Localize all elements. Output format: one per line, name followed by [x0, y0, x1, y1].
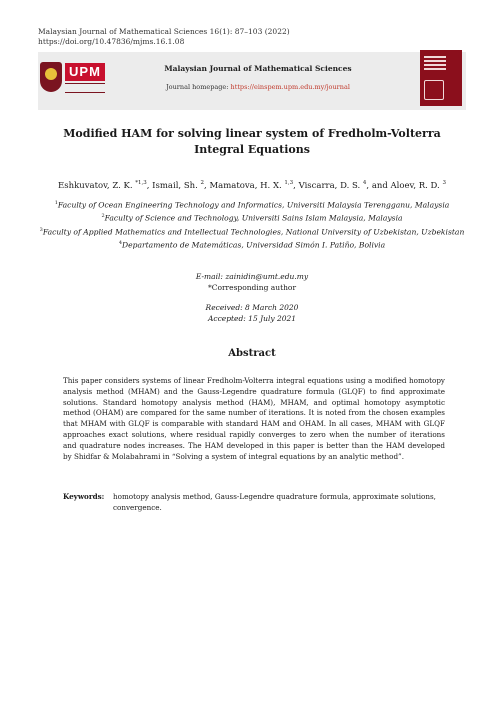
journal-title: Malaysian Journal of Mathematical Sciences: [164, 64, 352, 73]
affiliation-text: Faculty of Applied Mathematics and Intellectual Technologies, National University of Uzbekistan, Uzbekistan: [42, 227, 465, 237]
journal-cover-image: [420, 50, 462, 106]
affiliation-item: [38, 198, 466, 211]
journal-info: [38, 27, 290, 47]
author-name: Aloev, R. D.: [390, 180, 440, 191]
homepage-link[interactable]: https://einspem.upm.edu.my/journal: [230, 83, 350, 91]
author-affil-mark: 2: [200, 180, 205, 186]
accepted-date: Accepted: 15 July 2021: [207, 314, 297, 323]
received-date: Received: 8 March 2020: [205, 303, 299, 312]
journal-header: [38, 52, 466, 110]
affiliation-number: 3: [39, 226, 43, 233]
keywords-text: homotopy analysis method, Gauss-Legendre quadrature formula, approximate solutions, convergence.: [113, 492, 436, 512]
affiliation-number: 1: [54, 200, 58, 206]
logo-underline: [65, 83, 105, 93]
contact-info: [38, 271, 466, 293]
affiliation-number: 2: [101, 213, 105, 220]
author-name: Mamatova, H. X.: [209, 180, 282, 191]
abstract-heading: Abstract: [228, 348, 276, 359]
article-dates: [38, 302, 466, 324]
affiliations: [38, 198, 466, 251]
author-sep: ,: [146, 180, 153, 191]
doi-link[interactable]: https://doi.org/10.47836/mjms.16.1.08: [38, 37, 185, 46]
author-name: Viscarra, D. S.: [298, 180, 361, 191]
affiliation-item: [38, 238, 466, 251]
author-sep: ,: [293, 180, 299, 191]
author-affil-mark: 1,3: [284, 180, 294, 186]
author-sep: ,: [204, 180, 210, 191]
author-name: Eshkuvatov, Z. K.: [58, 180, 133, 191]
affiliation-text: Faculty of Science and Technology, Universiti Sains Islam Malaysia, Malaysia: [104, 213, 403, 223]
affiliation-item: [38, 211, 466, 224]
upm-logo: [38, 58, 118, 102]
author-name: Ismail, Sh.: [152, 180, 198, 191]
keywords-label: Keywords:: [63, 492, 105, 501]
journal-citation: Malaysian Journal of Mathematical Sciences 16(1): 87–103 (2022): [38, 27, 290, 36]
crest-icon: [40, 62, 62, 92]
journal-homepage: [138, 83, 378, 91]
author-list: [40, 177, 464, 192]
homepage-label: Journal homepage:: [166, 83, 231, 91]
corresponding-author-note: *Corresponding author: [207, 283, 297, 292]
keywords: [63, 492, 445, 514]
affiliation-number: 4: [118, 239, 123, 246]
upm-logo-text: UPM: [65, 63, 105, 81]
email[interactable]: E-mail: zainidin@umt.edu.my: [195, 272, 309, 281]
affiliation-text: Departamento de Matemáticas, Universidad Simón I. Patiño, Bolivia: [122, 240, 386, 250]
author-sep: , and: [366, 180, 391, 191]
author-affil-mark: *1,3: [135, 180, 147, 186]
paper-title: Modified HAM for solving linear system of Fredholm-Volterra Integral Equations: [63, 127, 441, 156]
header-center: [138, 62, 378, 91]
affiliation-text: Faculty of Ocean Engineering Technology and Informatics, Universiti Malaysia Terengganu, Malaysia: [57, 200, 450, 210]
author-affil-mark: 3: [442, 180, 446, 186]
author-affil-mark: 4: [362, 180, 367, 186]
abstract-text: This paper considers systems of linear Fredholm-Volterra integral equations using a modified homotopy analysis method (MHAM) and the Gauss-Legendre quadrature formula (GLQF) to find approximate solutions. Standard homotopy analysis method (HAM), MHAM, and optimal homotopy asymptotic method (OHAM) are compared for the same number of iterations. It is noted from the chosen examples that MHAM with GLQF is comparable with standard HAM and OHAM. In all cases, MHAM with GLQF approaches exact solutions, where residual rapidly converges to zero when the number of iterations and quadrature nodes increases. The HAM developed in this paper is better than the HAM developed by Shidfar & Molabahrami in “Solving a system of integral equations by an analytic method”.: [63, 376, 445, 461]
affiliation-item: [38, 225, 466, 238]
